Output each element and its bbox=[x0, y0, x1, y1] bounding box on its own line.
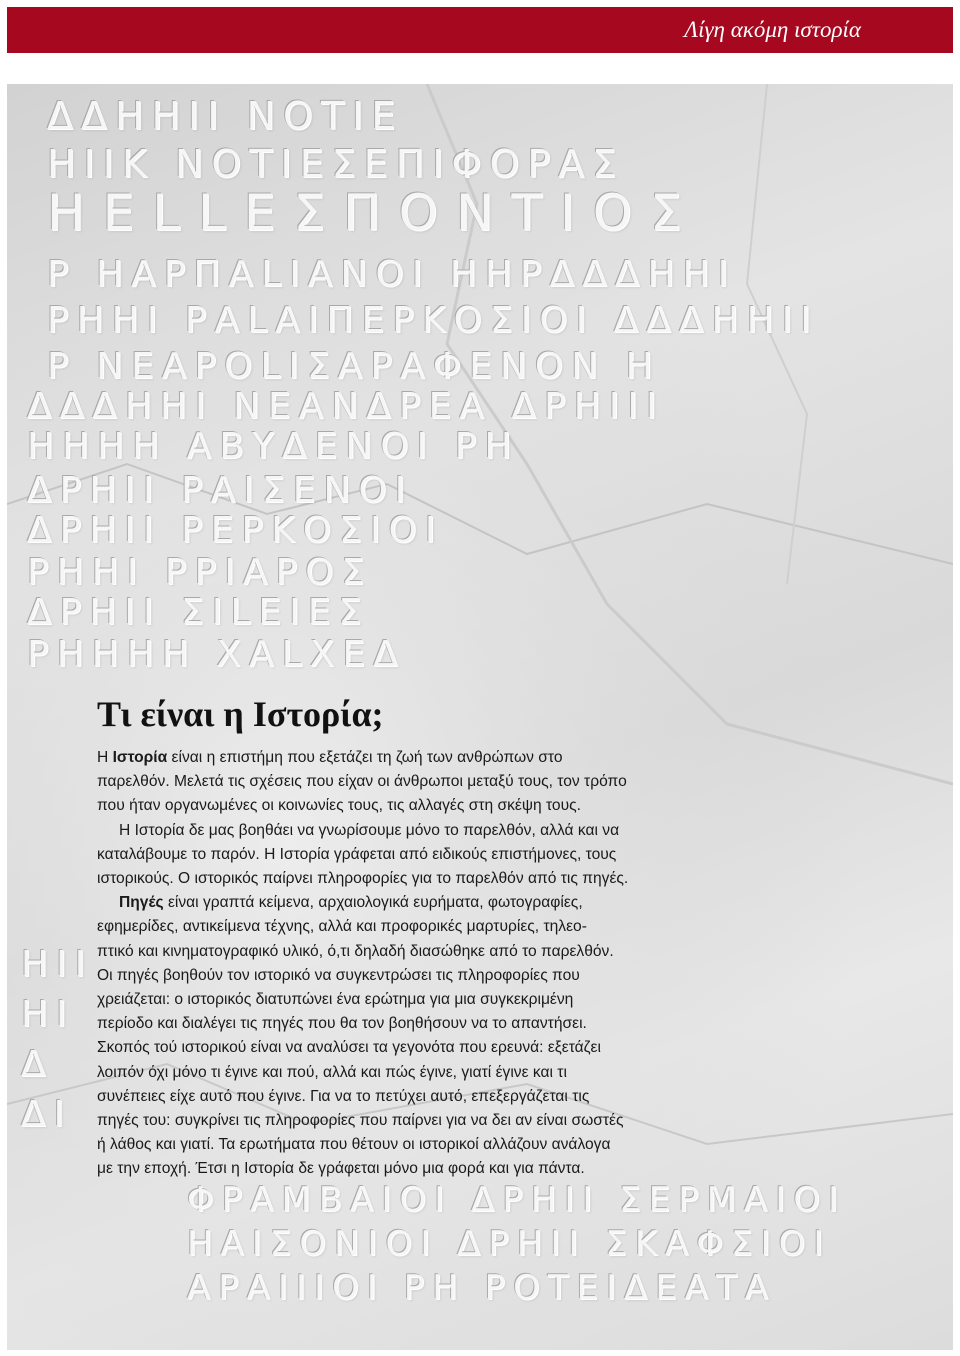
inscription-line-4: Ρ ΗΑΡΠΑLΙΑΝΟΙ ΗΗΡΔΔΔΗΗΙ bbox=[47, 254, 737, 295]
paragraph-4-text-2: χρειάζεται: ο ιστορικός διατυπώνει ένα ερώτημα για μια συγκεκριμένη bbox=[97, 991, 574, 1009]
paragraph-4-text-6: συνέπειες είχε αυτό που έγινε. Για να το πετύχει αυτό, επεξεργάζεται τις bbox=[97, 1087, 590, 1105]
inscription-line-9: ΔΡΗΙΙ ΡΑΙΣΕΝΟΙ bbox=[27, 470, 414, 511]
chapter-header-bar bbox=[7, 7, 953, 53]
inscription-line-6: Ρ ΝΕΑΡΟLΙΣΑΡΑΦΕΝΟΝ Η bbox=[47, 346, 661, 387]
chapter-header-title: Λίγη ακόμη ιστορία bbox=[684, 17, 861, 42]
inscription-line-10: ΔΡΗΙΙ ΡΕΡΚΟΣΙΟΙ bbox=[27, 510, 444, 551]
paragraph-4-text-4: Σκοπός τού ιστορικού είναι να αναλύσει τα γεγονότα που ερευνά: εξετάζει bbox=[97, 1039, 601, 1057]
paragraph-1-text-2: παρελθόν. Μελετά τις σχέσεις που είχαν οι άνθρωποι μεταξύ τους, τον τρόπο bbox=[97, 773, 627, 791]
paragraph-3-line-1 bbox=[119, 894, 583, 911]
paragraph-3-text-2: εφημερίδες, αντικείμενα τέχνης, αλλά και προφορικές μαρτυρίες, τηλεο- bbox=[97, 918, 587, 936]
paragraph-1-prefix: Η bbox=[97, 749, 113, 766]
paragraph-4-text-3: περίοδο και διαλέγει τις πηγές που θα τον βοηθήσουν να το απαντήσει. bbox=[97, 1015, 587, 1033]
paragraph-4-text-9: με την εποχή. Έτσι η Ιστορία δε γράφεται μόνο μια φορά και για πάντα. bbox=[97, 1160, 585, 1178]
page-title: Τι είναι η Ιστορία; bbox=[97, 694, 384, 734]
paragraph-1-text-1: είναι η επιστήμη που εξετάζει τη ζωή των ανθρώπων στο bbox=[167, 749, 563, 766]
inscription-line-17: ΔΙ bbox=[21, 1094, 73, 1135]
term-piges: Πηγές bbox=[119, 894, 164, 912]
paragraph-2 bbox=[97, 819, 713, 892]
paragraph-3 bbox=[97, 891, 713, 964]
inscription-line-5: ΡΗΗΙ ΡΑLΑΙΠΕΡΚΟΣΙΟΙ ΔΔΔΗΗΙΙ bbox=[47, 300, 820, 341]
inscription-line-12: ΔΡΗΙΙ ΣΙLΕΙΕΣ bbox=[27, 592, 370, 633]
inscription-line-11: ΡΗΗΙ ΡΡΙΑΡΟΣ bbox=[27, 552, 373, 593]
paragraph-4-text-7: πηγές του: συγκρίνει τις πληροφορίες που παίρνει για να δει αν είναι σωστές bbox=[97, 1112, 624, 1130]
paragraph-3-text-3: πτικό και κινηματογραφικό υλικό, ό,τι δηλαδή διασώθηκε από το παρελθόν. bbox=[97, 942, 614, 960]
paragraph-1-line-1 bbox=[97, 749, 563, 766]
paragraph-4-text-1: Οι πηγές βοηθούν τον ιστορικό να συγκεντρώσει τις πληροφορίες που bbox=[97, 966, 580, 984]
inscription-line-18: ΦΡΑΜΒΑΙΟΙ ΔΡΗΙΙ ΣΕΡΜΑΙΟΙ bbox=[187, 1180, 847, 1220]
inscription-line-8: ΗΗΗΗ ΑΒΥΔΕΝΟΙ ΡΗ bbox=[27, 426, 520, 467]
inscription-line-2: ΗΙΙΚ ΝΟΤΙΕΣΕΠΙΦΟΡΑΣ bbox=[47, 142, 625, 186]
inscription-line-20: ΑΡΑΙΙΙΟΙ ΡΗ ΡΟΤΕΙΔΕΑΤΑ bbox=[187, 1268, 777, 1308]
paragraph-2-text-2: καταλάβουμε το παρόν. Η Ιστορία γράφεται από ειδικούς επιστήμονες, τους bbox=[97, 845, 617, 863]
paragraph-4 bbox=[97, 964, 713, 1182]
paragraph-1-text-3: που ήταν οργανωμένες οι κοινωνίες τους, τις αλλαγές στη σκέψη τους. bbox=[97, 797, 581, 815]
inscription-line-15: ΗΙ bbox=[21, 994, 75, 1035]
paragraph-2-text-1: Η Ιστορία δε μας βοηθάει να γνωρίσουμε μόνο το παρελθόν, αλλά και να bbox=[119, 821, 620, 839]
article-body bbox=[97, 746, 713, 1182]
inscription-line-3: ΗΕLLΕΣΠΟΝΤΙΟΣ bbox=[47, 184, 700, 242]
inscription-line-1: ΔΔΗΗΙΙ ΝΟΤΙΕ bbox=[47, 94, 404, 138]
term-istoria: Ιστορία bbox=[112, 749, 168, 766]
paragraph-3-text-1: είναι γραπτά κείμενα, αρχαιολογικά ευρήματα, φωτογραφίες, bbox=[163, 894, 583, 912]
paragraph-4-text-8: ή λάθος και γιατί. Τα ερωτήματα που θέτουν οι ιστορικοί αλλάζουν ανάλογα bbox=[97, 1136, 611, 1154]
inscription-line-14: ΗΙΙ bbox=[21, 944, 94, 985]
inscription-line-13: ΡΗΗΗΗ ΧΑLΧΕΔ bbox=[27, 634, 406, 675]
inscription-line-7: ΔΔΔΗΗΙ ΝΕΑΝΔΡΕΑ ΔΡΗΙΙΙ bbox=[27, 386, 665, 427]
inscription-line-16: Δ bbox=[21, 1044, 54, 1085]
inscription-line-19: ΗΑΙΣΟΝΙΟΙ ΔΡΗΙΙ ΣΚΑΦΣΙΟΙ bbox=[187, 1224, 832, 1264]
paragraph-4-text-5: λοιπόν όχι μόνο τι έγινε και πού, αλλά και πώς έγινε, γιατί έγινε και τι bbox=[97, 1063, 567, 1081]
paragraph-1 bbox=[97, 746, 713, 819]
paragraph-2-text-3: ιστορικούς. Ο ιστορικός παίρνει πληροφορίες για το παρελθόν από τις πηγές. bbox=[97, 870, 629, 888]
